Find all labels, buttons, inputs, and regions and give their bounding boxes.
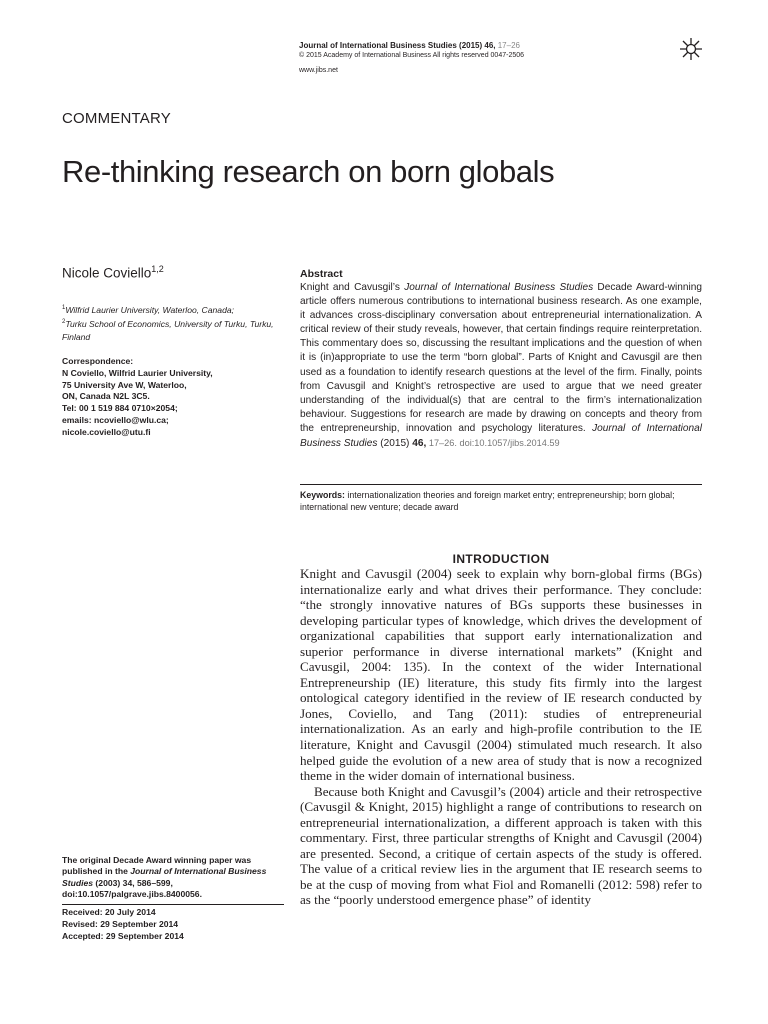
abstract-body	[300, 281, 702, 451]
abstract-heading: Abstract	[300, 268, 343, 280]
introduction-body	[300, 566, 702, 908]
body-paragraph: Knight and Cavusgil (2004) seek to explain why born-global firms (BGs) internationalize early and what drives their performance. They conclude: “the strongly innovative natures of BGs supports these businesses in developing particular types of knowledge, which drives the development of organizational capabilities that support early internationalization and superior performance in diverse international markets” (Knight and Cavusgil, 2004: 135). In the context of the wider International Entrepreneurship (IE) literature, this study fits firmly into the largest ontological category identified in the review of IE research conducted by Jones, Coviello, and Tang (2011): studies of entrepreneurial internationalization. As an early and high-profile contribution to the IE literature, Knight and Cavusgil (2004) stimulated much research. It also helped guide the evolution of a new area of study that is now a recognized theme in the wider domain of international business.	[300, 566, 702, 784]
citation-volume: 46,	[412, 438, 427, 450]
copyright-line: © 2015 Academy of International Business All rights reserved 0047-2506	[299, 52, 525, 59]
section-label: COMMENTARY	[62, 110, 171, 127]
author-name	[62, 264, 164, 281]
original-note-text: The original Decade Award winning paper was published in the	[62, 855, 252, 877]
correspondence-email[interactable]: emails: ncoviello@wlu.ca;	[62, 414, 169, 425]
journal-citation: Journal of International Business Studies (2015) 46,	[299, 41, 496, 50]
affiliation-mark: 2	[62, 319, 66, 326]
article-title: Re-thinking research on born globals	[62, 154, 555, 189]
correspondence-label: Correspondence:	[62, 356, 134, 366]
dates-divider	[62, 904, 284, 905]
affiliation-mark: 1	[62, 305, 66, 311]
body-paragraph: Because both Knight and Cavusgil’s (2004) article and their retrospective (Cavusgil & Knight, 2015) highlight a range of contributions to research on entrepreneurial internationalization, a different approach is taken with this commentary. First, three particular strengths of Knight and Cavusgil (2004) are presented. Second, a critique of certain aspects of the study is offered. The value of a critical review lies in the argument that IE research seems to be at the cusp of moving from what Fiol and Romanelli (2012: 598) refer to as the “poorly understood emergence phase” of identity	[300, 783, 702, 908]
abstract-text: Decade Award-winning article offers numerous contributions to international business research. As one example, it advances cross-disciplinary conversation about entrepreneurial internationalization. A critical review of their study reveals, however, that certain findings require reinterpretation. This commentary does so, discussing the resultant implications and the question of when it is (in)appropriate to use the term “born global”. Parts of Knight and Cavusgil are then used as a foundation to identify research questions at the level of the firm. Finally, points from Cavusgil and Knight’s retrospective are used to argue that we need greater understanding of the individual(s) that are central to the firm’s internationalization behaviour. Suggestions for research are made by drawing on concepts and theory from the entrepreneurship, innovation and psychology literatures.	[300, 282, 702, 434]
abstract-lead: Knight and Cavusgil’s	[300, 282, 405, 293]
date-revised: Revised: 29 September 2014	[62, 918, 179, 929]
introduction-heading: INTRODUCTION	[452, 552, 550, 566]
affiliation-2	[62, 316, 282, 343]
affiliation-1	[62, 302, 282, 316]
citation-doi[interactable]: 17–26. doi:10.1057/jibs.2014.59	[426, 438, 560, 449]
original-note-journal: Journal of International Business Studies	[62, 866, 267, 888]
citation-year: (2015)	[377, 438, 413, 450]
abstract-journal: Journal of International Business Studies	[404, 282, 594, 293]
citation-journal: Journal of International Business Studies	[300, 422, 703, 450]
keywords	[300, 489, 702, 513]
journal-pages: 17–26	[497, 41, 520, 50]
correspondence-email[interactable]: nicole.coviello@utu.fi	[62, 426, 151, 437]
correspondence-line: N Coviello, Wilfrid Laurier University,	[62, 367, 213, 378]
correspondence	[62, 356, 282, 439]
journal-url[interactable]: www.jibs.net	[299, 67, 338, 74]
correspondence-line: ON, Canada N2L 3C5.	[62, 391, 150, 402]
publisher-logo-icon	[679, 37, 703, 61]
date-received: Received: 20 July 2014	[62, 907, 156, 917]
keywords-divider	[300, 484, 702, 485]
date-accepted: Accepted: 29 September 2014	[62, 930, 184, 941]
correspondence-line: Tel: 00 1 519 884 0710×2054;	[62, 403, 178, 414]
original-note-doi: (2003) 34, 586–599, doi:10.1057/palgrave.jibs.8400056.	[62, 877, 202, 900]
keywords-text: internationalization theories and foreign market entry; entrepreneurship; born global; international new venture; decade award	[300, 490, 675, 512]
author-affiliation-marks: 1,2	[151, 264, 164, 274]
article-dates	[62, 907, 284, 942]
original-paper-note	[62, 855, 284, 901]
author-name-text: Nicole Coviello	[62, 265, 152, 281]
keywords-label: Keywords:	[300, 490, 345, 500]
journal-header	[299, 41, 520, 51]
correspondence-line: 75 University Ave W, Waterloo,	[62, 379, 187, 390]
affiliation-text: Turku School of Economics, University of Turku, Turku, Finland	[62, 319, 274, 342]
affiliations	[62, 302, 282, 343]
affiliation-text: Wilfrid Laurier University, Waterloo, Canada;	[65, 304, 235, 315]
